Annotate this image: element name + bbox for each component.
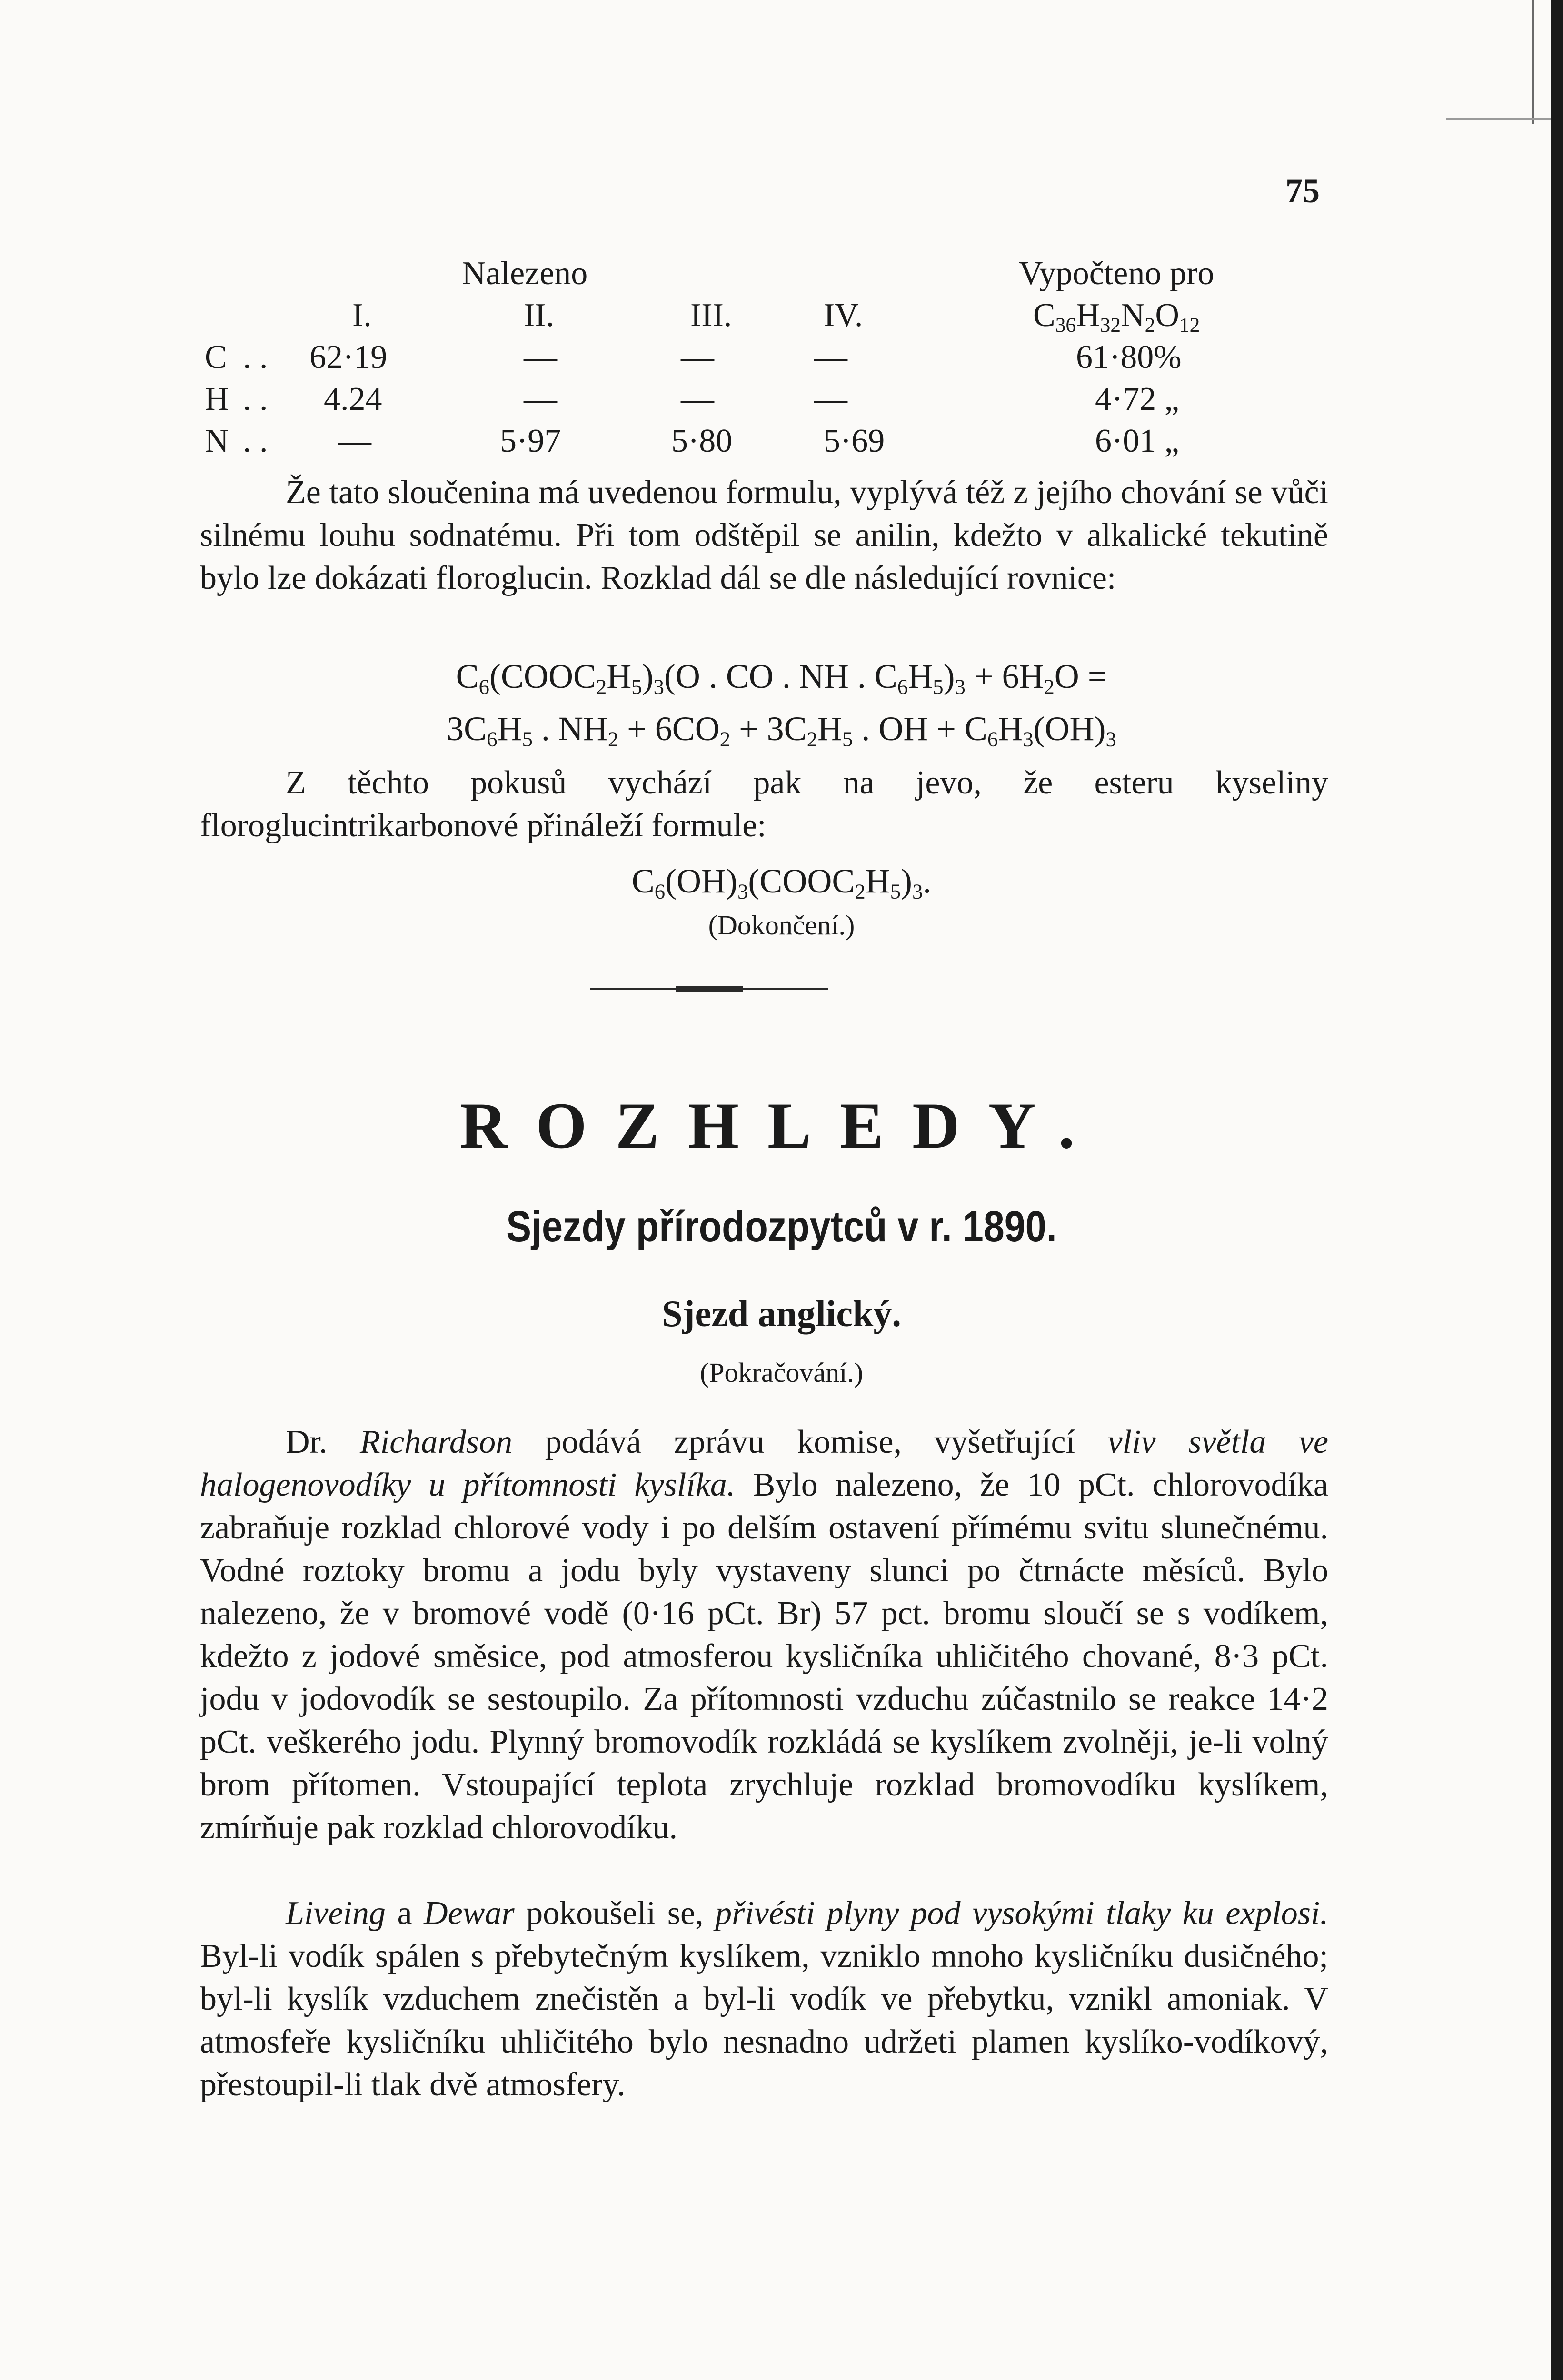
cell-value: 5·97 <box>500 423 561 459</box>
subsection-heading: Sjezd anglický. <box>662 1293 901 1334</box>
header-found: Nalezeno <box>462 255 588 292</box>
cell-value: — <box>681 381 714 417</box>
column-header: III. <box>690 297 732 334</box>
cell-value: — <box>338 423 371 459</box>
paragraph-text: Dr. Richardson podává zprávu komise, vyšetřující vliv světla ve halogenovodíky u přítomnosti kyslíka. Bylo nalezeno, že 10 pCt. chlorovodíka zabraňuje rozklad chlorové vody i po delším ostavení přímému svitu slunečnému. Vodné roztoky bromu a jodu byly vystaveny slunci po čtrnácte měsíců. Bylo nalezeno, že v bromové vodě (0·16 pCt. Br) 57 pct. bromu sloučí se s vodíkem, kdežto z jodové směsice, pod atmosferou kysličníka uhličitého chované, 8·3 pCt. jodu v jodovodík se sestoupilo. Za přítomnosti vzduchu zúčastnilo se reakce 14·2 pCt. veškerého jodu. Plynný bromovodík rozkládá se kyslíkem zvolněji, je-li volný brom přítomen. Vstoupající teplota zrychluje rozklad bromovodíku kyslíkem, zmírňuje pak rozklad chlorovodíku. <box>200 1424 1329 1846</box>
continued-note: (Pokračování.) <box>699 1357 864 1388</box>
cell-value: 5·69 <box>824 423 885 459</box>
scan-edge-mark <box>1446 118 1551 120</box>
cell-value: — <box>524 339 557 376</box>
analysis-table <box>190 255 1343 464</box>
concluded-note: (Dokončení.) <box>708 910 855 941</box>
equation-line-2: $3C_6H_5$ . $NH_2 + 6CO_2 + 3C_2H_5$ . OH + $C_6H_3(OH)_3$ <box>447 710 1116 751</box>
table-row <box>190 338 1343 380</box>
cell-value: — <box>814 339 847 376</box>
scan-edge-right <box>1551 0 1563 2380</box>
element-symbol: N <box>205 423 229 459</box>
table-row <box>190 380 1343 422</box>
table-column-row <box>190 297 1343 338</box>
final-formula: $C_6(OH)_3(COOC_2H_5)_3$. <box>631 862 932 903</box>
section-subheading: Sjezdy přírodozpytců v r. 1890. <box>506 1202 1057 1251</box>
element-symbol: C <box>205 339 227 376</box>
paragraph-text: Že tato sloučenina má uvedenou formulu, vyplývá též z jejího chování se vůči silnému louhu sodnatému. Při tom odštěpil se anilin, kdežto v alkalické tekutině bylo lze dokázati floroglucin. Rozklad dál se dle následující rovnice: <box>200 474 1328 596</box>
leader-dots: . . <box>243 381 268 417</box>
paragraph-text: Liveing a Dewar pokoušeli se, přivésti plyny pod vysokými tlaky ku explosi. Byl-li vodík spálen s přebytečným kyslíkem, vzniklo mnoho kysličníku dusičného; byl-li kyslík vzduchem znečistěn a byl-li vodík ve přebytku, vznikl amoniak. V atmosfeře kysličníku uhličitého bylo nesnadno udržeti plamen kyslíko-vodíkový, přestoupil-li tlak dvě atmosfery. <box>200 1895 1328 2103</box>
cell-value: 62·19 <box>309 339 388 376</box>
calculated-value: 61·80% <box>1076 339 1182 376</box>
cell-value: 4.24 <box>324 381 382 417</box>
cell-value: — <box>681 339 714 376</box>
column-header: II. <box>524 297 555 334</box>
leader-dots: . . <box>243 423 268 459</box>
table-row <box>190 422 1343 464</box>
cell-value: — <box>814 381 847 417</box>
paragraph <box>200 1421 1328 1849</box>
page-number: 75 <box>1285 172 1320 210</box>
scan-edge-mark <box>1532 0 1534 124</box>
leader-dots: . . <box>243 339 268 376</box>
divider-ornament <box>676 986 743 992</box>
molecular-formula: $C_{36}H_{32}N_2O_{12}$ <box>1033 297 1200 337</box>
calculated-value: 6·01 „ <box>1095 423 1179 459</box>
paragraph-text: Z těchto pokusů vychází pak na jevo, že esteru kyseliny floroglucintrikarbonové přináleží formule: <box>200 764 1328 844</box>
calculated-value: 4·72 „ <box>1095 381 1179 417</box>
table-header-row <box>190 255 1343 297</box>
section-divider <box>590 984 828 999</box>
paragraph <box>200 1892 1328 2106</box>
paragraph <box>200 471 1328 600</box>
cell-value: — <box>524 381 557 417</box>
header-calculated: Vypočteno pro <box>1019 255 1215 292</box>
cell-value: 5·80 <box>671 423 733 459</box>
column-header: IV. <box>824 297 863 334</box>
element-symbol: H <box>205 381 229 417</box>
section-heading: ROZHLEDY. <box>459 1089 1104 1162</box>
paragraph <box>200 762 1328 847</box>
column-header: I. <box>352 297 372 334</box>
equation-line-1: $C_6(COOC_2H_5)_3(O$ . CO . NH . $C_6H_5)_3 + 6H_2O$ = <box>456 657 1107 699</box>
